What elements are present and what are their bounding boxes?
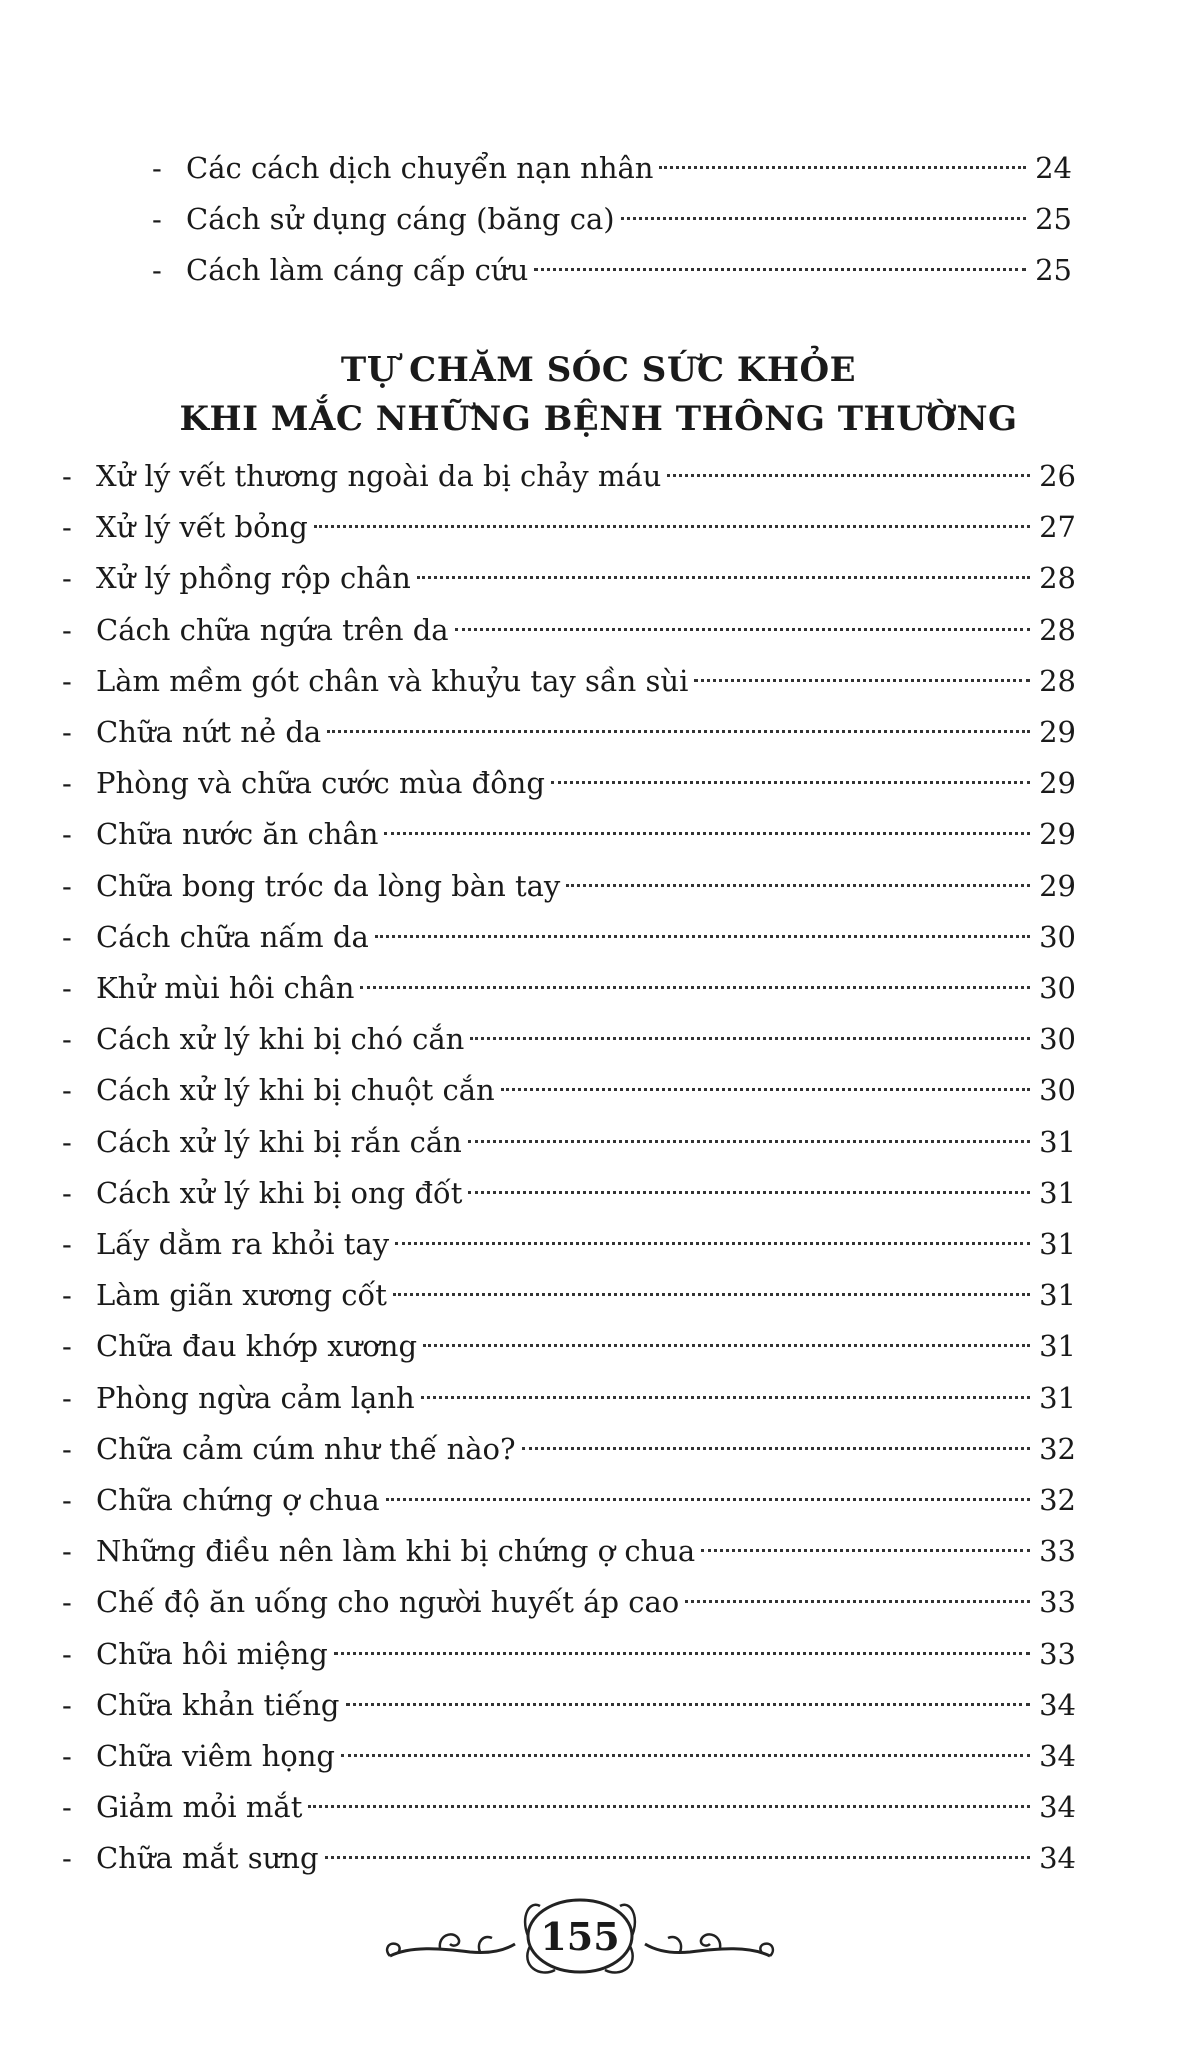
entry-dash: - bbox=[62, 1380, 72, 1415]
entry-dash: - bbox=[152, 151, 162, 185]
entry-dash: - bbox=[62, 1431, 72, 1466]
entry-dash: - bbox=[62, 1483, 72, 1517]
entry-title: Chữa khản tiếng bbox=[96, 1687, 340, 1722]
dot-leader bbox=[522, 1447, 1030, 1450]
dot-leader bbox=[421, 1396, 1030, 1399]
entry-title: Chữa mắt sưng bbox=[96, 1841, 319, 1876]
toc-entry[interactable] bbox=[62, 1219, 1076, 1269]
entry-page: 30 bbox=[1039, 1073, 1076, 1108]
dot-leader bbox=[314, 525, 1030, 528]
entry-dash: - bbox=[62, 1073, 72, 1108]
entry-dash: - bbox=[62, 612, 72, 647]
entry-dash: - bbox=[62, 1841, 72, 1876]
entry-dash: - bbox=[62, 510, 72, 545]
entry-dash: - bbox=[62, 868, 72, 903]
toc-entry[interactable] bbox=[62, 1731, 1076, 1781]
entry-page: 24 bbox=[1035, 151, 1072, 185]
toc-entry[interactable] bbox=[62, 1475, 1076, 1525]
entry-page: 26 bbox=[1039, 459, 1076, 493]
entry-dash: - bbox=[152, 253, 162, 287]
entry-page: 25 bbox=[1035, 253, 1072, 287]
entry-page: 30 bbox=[1039, 919, 1076, 954]
entry-dash: - bbox=[62, 459, 72, 493]
entry-dash: - bbox=[62, 663, 72, 698]
section-heading-line2: KHI MẮC NHỮNG BỆNH THÔNG THƯỜNG bbox=[179, 399, 1018, 439]
toc-entry[interactable] bbox=[62, 656, 1076, 706]
entry-page: 29 bbox=[1039, 766, 1076, 801]
toc-entry[interactable] bbox=[62, 605, 1076, 655]
entry-page: 34 bbox=[1039, 1739, 1076, 1773]
entry-title: Khử mùi hôi chân bbox=[96, 971, 355, 1005]
entry-title: Chữa hôi miệng bbox=[96, 1636, 328, 1671]
entry-title: Cách xử lý khi bị chuột cắn bbox=[96, 1073, 495, 1108]
toc-entry[interactable] bbox=[62, 553, 1076, 603]
dot-leader bbox=[334, 1652, 1030, 1655]
entry-page: 29 bbox=[1039, 817, 1076, 852]
entry-title: Các cách dịch chuyển nạn nhân bbox=[186, 151, 654, 185]
dot-leader bbox=[395, 1242, 1030, 1245]
dot-leader bbox=[667, 474, 1030, 477]
entry-dash: - bbox=[62, 715, 72, 749]
toc-entry[interactable] bbox=[62, 809, 1076, 859]
entry-page: 28 bbox=[1039, 561, 1076, 596]
entry-page: 34 bbox=[1039, 1790, 1076, 1825]
dot-leader bbox=[468, 1140, 1030, 1143]
entry-page: 28 bbox=[1039, 612, 1076, 647]
entry-title: Chế độ ăn uống cho người huyết áp cao bbox=[96, 1585, 680, 1620]
toc-entry[interactable] bbox=[62, 1168, 1076, 1218]
dot-leader bbox=[685, 1600, 1030, 1603]
dot-leader bbox=[501, 1088, 1030, 1091]
entry-title: Chữa chứng ợ chua bbox=[96, 1483, 380, 1517]
toc-entry[interactable] bbox=[152, 143, 1072, 193]
dot-leader bbox=[417, 576, 1030, 579]
entry-dash: - bbox=[62, 1687, 72, 1722]
dot-leader bbox=[455, 628, 1030, 631]
entry-page: 31 bbox=[1039, 1124, 1076, 1159]
toc-entry[interactable] bbox=[62, 963, 1076, 1013]
entry-dash: - bbox=[62, 1585, 72, 1620]
toc-entry[interactable] bbox=[62, 1680, 1076, 1730]
entry-dash: - bbox=[62, 1022, 72, 1057]
entry-dash: - bbox=[62, 1124, 72, 1159]
toc-entry[interactable] bbox=[62, 1424, 1076, 1474]
entry-page: 31 bbox=[1039, 1175, 1076, 1210]
entry-page: 33 bbox=[1039, 1636, 1076, 1671]
entry-title: Cách xử lý khi bị chó cắn bbox=[96, 1022, 465, 1057]
toc-entry[interactable] bbox=[62, 912, 1076, 962]
entry-page: 27 bbox=[1039, 510, 1076, 545]
dot-leader bbox=[551, 781, 1030, 784]
entry-title: Xử lý phồng rộp chân bbox=[96, 561, 411, 596]
entry-page: 25 bbox=[1035, 202, 1072, 236]
entry-title: Xử lý vết bỏng bbox=[96, 510, 308, 545]
entry-title: Cách chữa nấm da bbox=[96, 919, 369, 954]
entry-dash: - bbox=[62, 1790, 72, 1825]
entry-dash: - bbox=[62, 766, 72, 801]
entry-page: 34 bbox=[1039, 1687, 1076, 1722]
dot-leader bbox=[346, 1703, 1031, 1706]
toc-entry[interactable] bbox=[62, 451, 1076, 501]
entry-title: Cách xử lý khi bị rắn cắn bbox=[96, 1124, 462, 1159]
entry-title: Cách chữa ngứa trên da bbox=[96, 612, 449, 647]
toc-entry[interactable] bbox=[62, 1629, 1076, 1679]
entry-dash: - bbox=[62, 1175, 72, 1210]
entry-title: Làm mềm gót chân và khuỷu tay sần sùi bbox=[96, 663, 689, 698]
toc-entry[interactable] bbox=[62, 1577, 1076, 1627]
entry-dash: - bbox=[62, 1227, 72, 1261]
entry-title: Chữa đau khớp xương bbox=[96, 1329, 418, 1364]
entry-page: 31 bbox=[1039, 1380, 1076, 1415]
dot-leader bbox=[566, 884, 1030, 887]
entry-dash: - bbox=[62, 1329, 72, 1364]
dot-leader bbox=[384, 832, 1030, 835]
dot-leader bbox=[386, 1498, 1030, 1501]
entry-title: Xử lý vết thương ngoài da bị chảy máu bbox=[96, 459, 662, 493]
entry-title: Giảm mỏi mắt bbox=[96, 1790, 303, 1825]
toc-entry[interactable] bbox=[62, 1117, 1076, 1167]
entry-page: 30 bbox=[1039, 971, 1076, 1005]
dot-leader bbox=[360, 986, 1030, 989]
toc-entry[interactable] bbox=[62, 1833, 1076, 1883]
entry-title: Lấy dằm ra khỏi tay bbox=[96, 1227, 390, 1261]
entry-title: Cách làm cáng cấp cứu bbox=[186, 253, 529, 287]
entry-dash: - bbox=[62, 971, 72, 1005]
page-footer bbox=[380, 1886, 780, 1996]
toc-entry[interactable] bbox=[152, 245, 1072, 295]
dot-leader bbox=[659, 166, 1026, 169]
dot-leader bbox=[375, 935, 1030, 938]
entry-page: 31 bbox=[1039, 1227, 1076, 1261]
entry-title: Chữa nứt nẻ da bbox=[96, 715, 322, 749]
entry-page: 29 bbox=[1039, 715, 1076, 749]
dot-leader bbox=[327, 730, 1030, 733]
entry-page: 31 bbox=[1039, 1329, 1076, 1364]
entry-title: Phòng và chữa cước mùa đông bbox=[96, 766, 545, 801]
toc-entry[interactable] bbox=[152, 194, 1072, 244]
page-number: 155 bbox=[540, 1914, 620, 1959]
dot-leader bbox=[341, 1754, 1030, 1757]
dot-leader bbox=[470, 1037, 1030, 1040]
entry-dash: - bbox=[62, 561, 72, 596]
entry-title: Cách xử lý khi bị ong đốt bbox=[96, 1175, 463, 1210]
toc-entry[interactable] bbox=[62, 861, 1076, 911]
entry-page: 33 bbox=[1039, 1534, 1076, 1569]
entry-page: 33 bbox=[1039, 1585, 1076, 1620]
entry-title: Chữa viêm họng bbox=[96, 1739, 335, 1773]
entry-title: Chữa nước ăn chân bbox=[96, 817, 379, 852]
dot-leader bbox=[308, 1805, 1030, 1808]
toc-entry[interactable] bbox=[62, 1373, 1076, 1423]
toc-entry[interactable] bbox=[62, 1270, 1076, 1320]
entry-title: Phòng ngừa cảm lạnh bbox=[96, 1380, 415, 1415]
dot-leader bbox=[694, 679, 1030, 682]
toc-entry[interactable] bbox=[62, 1526, 1076, 1576]
toc-entry[interactable] bbox=[62, 707, 1076, 757]
entry-page: 30 bbox=[1039, 1022, 1076, 1057]
entry-page: 32 bbox=[1039, 1431, 1076, 1466]
entry-dash: - bbox=[62, 817, 72, 852]
entry-dash: - bbox=[62, 1534, 72, 1569]
entry-dash: - bbox=[62, 1739, 72, 1773]
entry-dash: - bbox=[62, 919, 72, 954]
toc-entry[interactable] bbox=[62, 1782, 1076, 1832]
toc-entry[interactable] bbox=[62, 1014, 1076, 1064]
entry-dash: - bbox=[152, 202, 162, 236]
toc-entry[interactable] bbox=[62, 1321, 1076, 1371]
entry-title: Chữa bong tróc da lòng bàn tay bbox=[96, 868, 561, 903]
entry-dash: - bbox=[62, 1636, 72, 1671]
entry-title: Chữa cảm cúm như thế nào? bbox=[96, 1431, 516, 1466]
entry-page: 32 bbox=[1039, 1483, 1076, 1517]
toc-entry[interactable] bbox=[62, 502, 1076, 552]
toc-entry[interactable] bbox=[62, 1065, 1076, 1115]
dot-leader bbox=[468, 1191, 1030, 1194]
dot-leader bbox=[534, 268, 1026, 271]
entry-page: 34 bbox=[1039, 1841, 1076, 1876]
dot-leader bbox=[393, 1293, 1030, 1296]
dot-leader bbox=[701, 1549, 1030, 1552]
dot-leader bbox=[621, 217, 1026, 220]
entry-page: 28 bbox=[1039, 663, 1076, 698]
entry-title: Làm giãn xương cốt bbox=[96, 1278, 387, 1313]
dot-leader bbox=[325, 1856, 1030, 1859]
toc-entry[interactable] bbox=[62, 758, 1076, 808]
entry-page: 31 bbox=[1039, 1278, 1076, 1313]
entry-title: Những điều nên làm khi bị chứng ợ chua bbox=[96, 1534, 696, 1569]
dot-leader bbox=[423, 1344, 1030, 1347]
entry-page: 29 bbox=[1039, 868, 1076, 903]
section-heading-line1: TỰ CHĂM SÓC SỨC KHỎE bbox=[340, 350, 857, 390]
entry-title: Cách sử dụng cáng (băng ca) bbox=[186, 202, 615, 236]
entry-dash: - bbox=[62, 1278, 72, 1313]
